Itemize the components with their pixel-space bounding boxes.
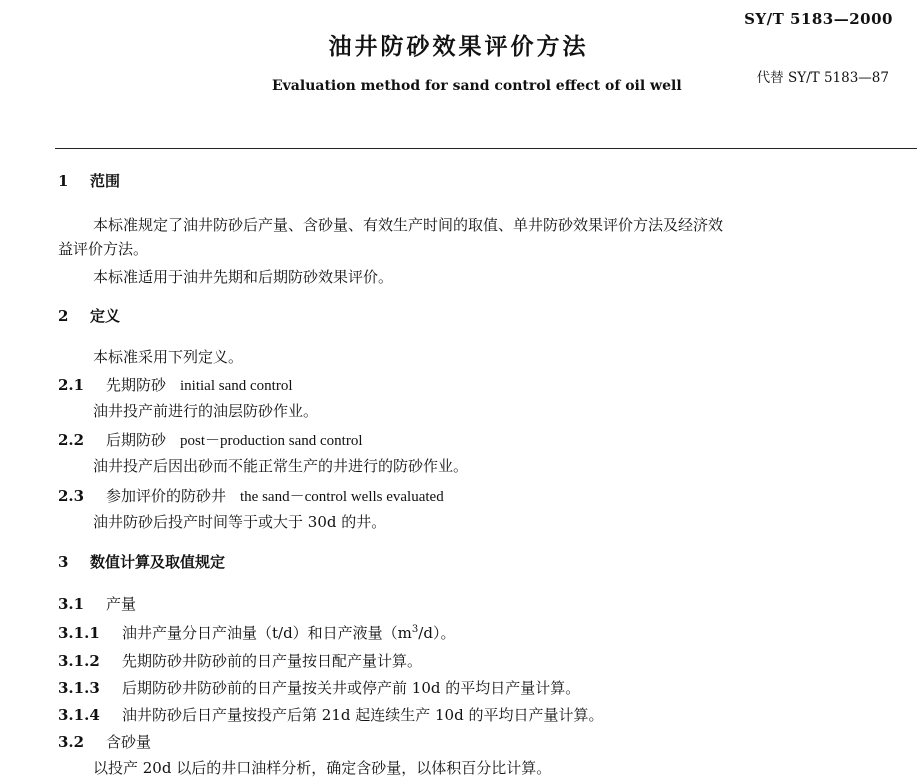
section-3-heading [58, 551, 225, 572]
term-english: the sand－control wells evaluated [240, 489, 444, 505]
section-1-heading [58, 170, 120, 191]
term-english: post－production sand control [180, 433, 363, 449]
definition-2-3-text: 油井防砂后投产时间等于或大于 30d 的井。 [93, 513, 387, 531]
clause-number: 2.2 [58, 431, 85, 449]
section-number: 1 [58, 172, 69, 190]
clause-number: 2.3 [58, 487, 85, 505]
clause-text: 后期防砂井防砂前的日产量按关井或停产前 10d 的平均日产量计算。 [122, 679, 581, 697]
term: 先期防砂 [106, 376, 167, 394]
clause-number: 3.1 [58, 595, 85, 613]
standard-number: SY/T 5183—2000 [744, 10, 893, 28]
subsection-3-2-heading [58, 731, 151, 752]
clause-number: 3.1.3 [58, 679, 100, 697]
clause-text: 油井防砂后日产量按投产后第 21d 起连续生产 10d 的平均日产量计算。 [122, 706, 604, 724]
clause-number: 3.1.1 [58, 624, 100, 642]
clause-3-1-3 [58, 677, 580, 698]
definition-2-2 [58, 429, 363, 450]
subsection-title: 产量 [106, 595, 137, 613]
subsection-title: 含砂量 [106, 733, 152, 751]
replaces-standard: 代替 SY/T 5183—87 [756, 70, 889, 86]
section-number: 3 [58, 553, 69, 571]
clause-3-1-4 [58, 704, 603, 725]
definition-2-3 [58, 485, 444, 506]
header-divider [55, 148, 917, 149]
clause-text: 先期防砂井防砂前的日产量按日配产量计算。 [122, 652, 423, 670]
clause-number: 3.1.2 [58, 652, 100, 670]
term: 参加评价的防砂井 [106, 487, 227, 505]
document-title-english: Evaluation method for sand control effect of oil well [272, 78, 682, 94]
scope-paragraph-line2: 益评价方法。 [58, 240, 149, 258]
definitions-intro: 本标准采用下列定义。 [93, 348, 244, 366]
scope-applicability: 本标准适用于油井先期和后期防砂效果评价。 [93, 268, 394, 286]
section-number: 2 [58, 307, 69, 325]
clause-number: 2.1 [58, 376, 85, 394]
clause-3-2-text: 以投产 20d 以后的井口油样分析，确定含砂量，以体积百分比计算。 [93, 759, 552, 777]
section-title: 范围 [90, 172, 121, 190]
section-title: 数值计算及取值规定 [90, 553, 226, 571]
clause-3-1-1 [58, 622, 455, 643]
clause-3-1-2 [58, 650, 422, 671]
term-english: initial sand control [180, 378, 293, 394]
section-2-heading [58, 305, 120, 326]
clause-number: 3.2 [58, 733, 85, 751]
definition-2-1-text: 油井投产前进行的油层防砂作业。 [93, 402, 319, 420]
definition-2-1 [58, 374, 293, 395]
clause-text-end: /d）。 [418, 624, 456, 642]
clause-number: 3.1.4 [58, 706, 100, 724]
scope-paragraph-line1: 本标准规定了油井防砂后产量、含砂量、有效生产时间的取值、单井防砂效果评价方法及经济效 [93, 216, 724, 234]
clause-text: 油井产量分日产油量（t/d）和日产液量（m [122, 624, 412, 642]
document-title: 油井防砂效果评价方法 [328, 33, 589, 60]
section-title: 定义 [90, 307, 121, 325]
definition-2-2-text: 油井投产后因出砂而不能正常生产的井进行的防砂作业。 [93, 457, 469, 475]
term: 后期防砂 [106, 431, 167, 449]
superscript: 3 [411, 624, 419, 635]
subsection-3-1-heading [58, 593, 136, 614]
